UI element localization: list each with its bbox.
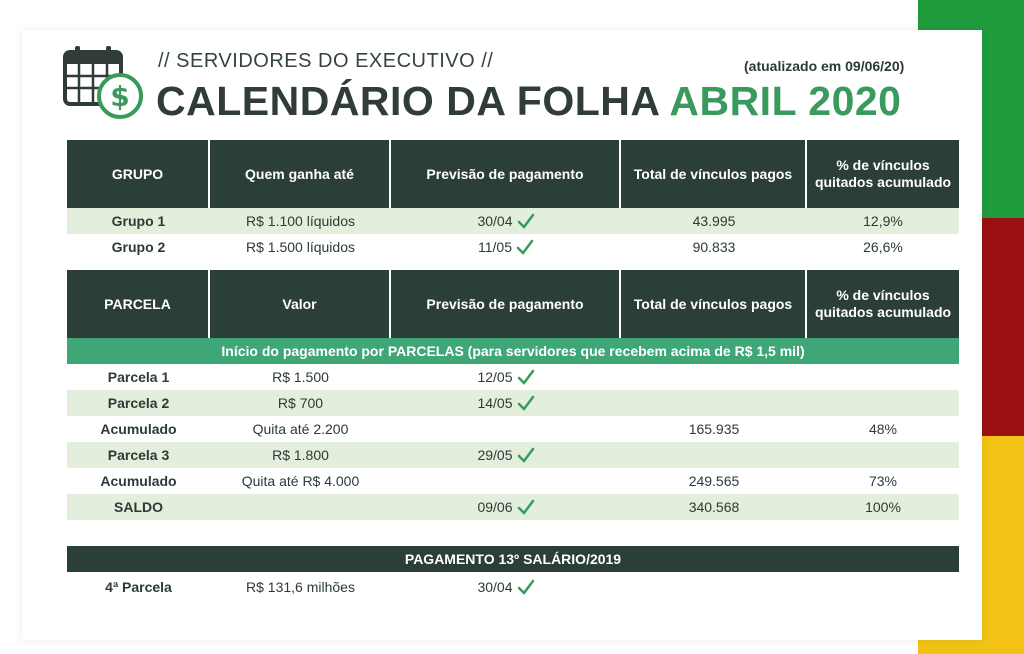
title-accent: ABRIL 2020 bbox=[669, 78, 902, 124]
check-icon bbox=[517, 369, 535, 385]
table-row bbox=[67, 208, 959, 234]
cell: Parcela 1 bbox=[107, 369, 170, 385]
check-icon bbox=[516, 239, 534, 255]
cell: Acumulado bbox=[100, 421, 177, 437]
cell: 249.565 bbox=[688, 473, 740, 489]
table-row bbox=[67, 364, 959, 390]
date: 14/05 bbox=[477, 395, 513, 411]
cell: R$ 1.500 líquidos bbox=[246, 239, 355, 255]
col-header: GRUPO bbox=[67, 140, 210, 208]
cell: 165.935 bbox=[688, 421, 740, 437]
cell: 48% bbox=[868, 421, 898, 437]
date-cell bbox=[391, 369, 621, 385]
salario-banner: PAGAMENTO 13º SALÁRIO/2019 bbox=[67, 546, 959, 572]
table-parcelas bbox=[67, 270, 959, 520]
table-row bbox=[67, 390, 959, 416]
cell: R$ 1.100 líquidos bbox=[246, 213, 355, 229]
svg-text:$: $ bbox=[110, 80, 130, 113]
date-cell bbox=[391, 239, 621, 255]
col-header: Valor bbox=[210, 270, 391, 338]
date: 09/06 bbox=[477, 499, 513, 515]
check-icon bbox=[517, 499, 535, 515]
check-icon bbox=[517, 213, 535, 229]
cell: Quita até R$ 4.000 bbox=[241, 473, 360, 489]
check-icon bbox=[517, 447, 535, 463]
check-icon bbox=[517, 579, 535, 595]
date: 30/04 bbox=[477, 579, 513, 595]
table-13-salario bbox=[67, 546, 959, 602]
cell: 340.568 bbox=[688, 499, 740, 515]
col-header: PARCELA bbox=[67, 270, 210, 338]
cell: 43.995 bbox=[692, 213, 736, 229]
cell: R$ 1.800 bbox=[272, 447, 329, 463]
page-subtitle: // SERVIDORES DO EXECUTIVO // bbox=[158, 50, 494, 72]
cell: Parcela 2 bbox=[107, 395, 170, 411]
cell: 4ª Parcela bbox=[105, 579, 172, 595]
updated-date: (atualizado em 09/06/20) bbox=[744, 58, 905, 74]
date: 12/05 bbox=[477, 369, 513, 385]
cell: Quita até 2.200 bbox=[252, 421, 349, 437]
col-header: % de vínculos quitados acumulado bbox=[814, 157, 952, 190]
date: 29/05 bbox=[477, 447, 513, 463]
cell: R$ 131,6 milhões bbox=[246, 579, 355, 595]
parcelas-banner: Início do pagamento por PARCELAS (para servidores que recebem acima de R$ 1,5 mil) bbox=[67, 338, 959, 364]
col-header: Quem ganha até bbox=[210, 140, 391, 208]
cell: R$ 1.500 bbox=[272, 369, 329, 385]
date: 11/05 bbox=[478, 239, 512, 255]
table-row bbox=[67, 494, 959, 520]
cell: SALDO bbox=[114, 499, 163, 515]
table-row bbox=[67, 234, 959, 260]
table-row bbox=[67, 416, 959, 442]
table-row bbox=[67, 442, 959, 468]
col-header: Previsão de pagamento bbox=[391, 270, 621, 338]
check-icon bbox=[517, 395, 535, 411]
cell: Grupo 2 bbox=[111, 239, 166, 255]
page-title bbox=[156, 78, 901, 125]
cell: Parcela 3 bbox=[107, 447, 170, 463]
cell: R$ 700 bbox=[277, 395, 324, 411]
cell: Grupo 1 bbox=[111, 213, 166, 229]
col-header: Previsão de pagamento bbox=[391, 140, 621, 208]
table-grupos bbox=[67, 140, 959, 260]
col-header: Total de vínculos pagos bbox=[621, 270, 807, 338]
date-cell bbox=[391, 213, 621, 229]
col-header: Total de vínculos pagos bbox=[621, 140, 807, 208]
table-header bbox=[67, 140, 959, 208]
cell: 100% bbox=[865, 499, 901, 515]
cell: 90.833 bbox=[692, 239, 736, 255]
calendar-money-icon bbox=[62, 44, 144, 120]
title-main: CALENDÁRIO DA FOLHA bbox=[156, 78, 659, 124]
cell: 73% bbox=[868, 473, 898, 489]
date-cell bbox=[391, 447, 621, 463]
cell: 26,6% bbox=[863, 239, 903, 255]
date-cell bbox=[391, 579, 621, 595]
date: 30/04 bbox=[477, 213, 513, 229]
table-row bbox=[67, 572, 959, 602]
date-cell bbox=[391, 499, 621, 515]
col-header: % de vínculos quitados acumulado bbox=[814, 287, 952, 320]
table-row bbox=[67, 468, 959, 494]
cell: 12,9% bbox=[863, 213, 903, 229]
cell: Acumulado bbox=[100, 473, 177, 489]
table-header bbox=[67, 270, 959, 338]
date-cell bbox=[391, 395, 621, 411]
